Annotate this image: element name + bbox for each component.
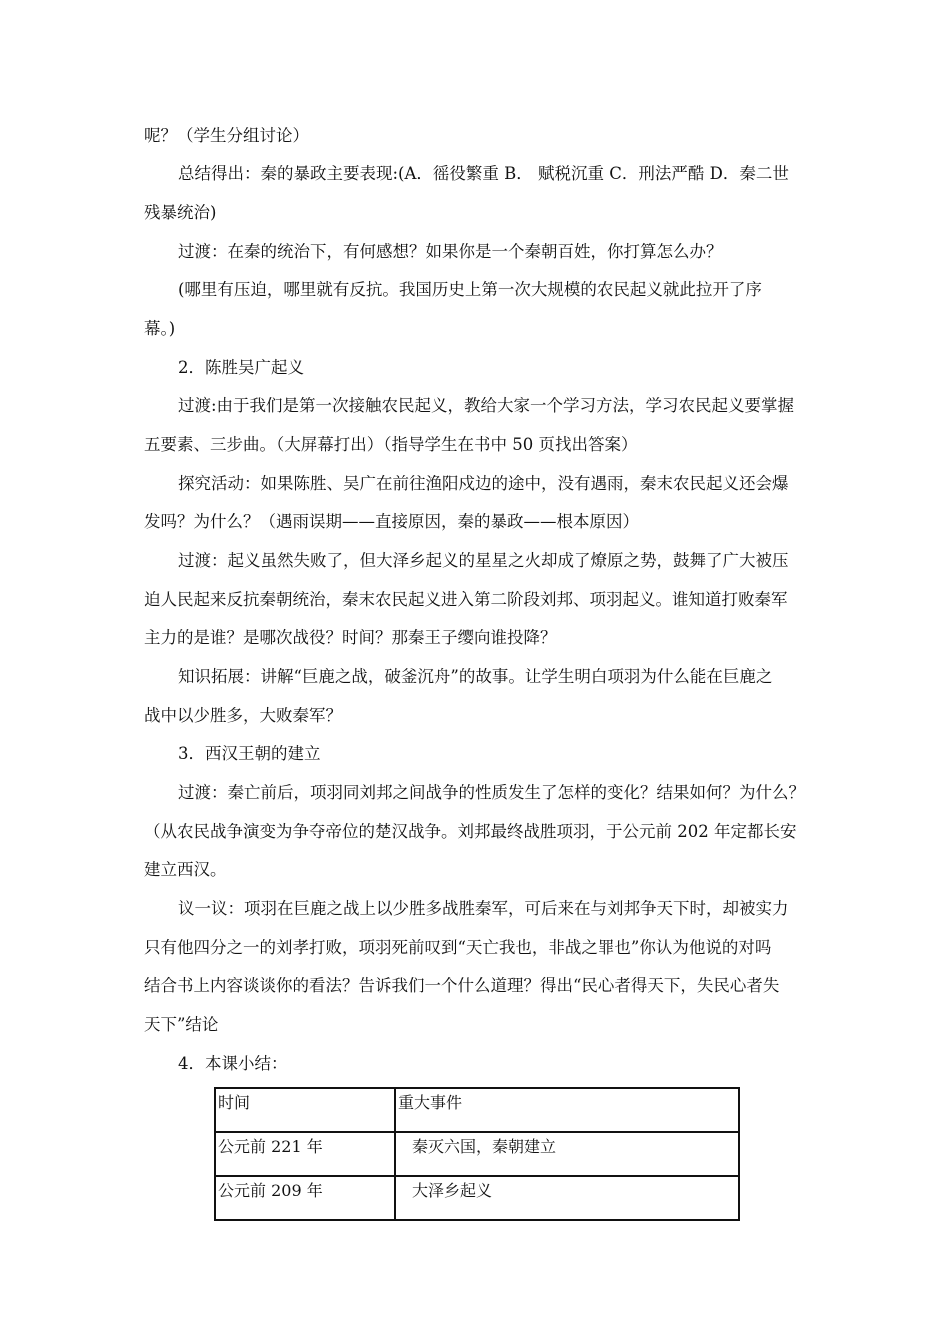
paragraph-line: 结合书上内容谈谈你的看法？告诉我们一个什么道理？得出“民心者得天下，失民心者失 (144, 976, 780, 995)
paragraph-line: 主力的是谁？是哪次战役？时间？那秦王子缨向谁投降？ (144, 628, 557, 647)
paragraph-line: 迫人民起来反抗秦朝统治，秦末农民起义进入第二阶段刘邦、项羽起义。谁知道打败秦军 (144, 590, 788, 609)
table-cell-event: 大泽乡起义 (395, 1176, 739, 1220)
paragraph-line: 呢？（学生分组讨论） (144, 126, 309, 145)
table-row (215, 1132, 739, 1176)
paragraph-line: 残暴统治) (144, 203, 217, 222)
section-heading: 4．本课小结： (178, 1054, 288, 1073)
table-row (215, 1176, 739, 1220)
table-header-cell: 重大事件 (395, 1088, 739, 1132)
paragraph-line: (哪里有压迫，哪里就有反抗。我国历史上第一次大规模的农民起义就此拉开了序 (178, 280, 762, 299)
section-heading: 3．西汉王朝的建立 (178, 744, 321, 763)
paragraph-line: 五要素、三步曲。（大屏幕打出）（指导学生在书中 50 页找出答案） (144, 435, 638, 454)
paragraph-line: 过渡：在秦的统治下，有何感想？如果你是一个秦朝百姓，你打算怎么办？ (178, 242, 723, 261)
paragraph-line: （从农民战争演变为争夺帝位的楚汉战争。刘邦最终战胜项羽，于公元前 202 年定都长安 (144, 822, 797, 841)
paragraph-line: 幕。) (144, 319, 176, 338)
paragraph-line: 总结得出：秦的暴政主要表现:(A．徭役繁重 B． 赋税沉重 C．刑法严酷 D．秦二世 (178, 164, 789, 183)
paragraph-line: 过渡：秦亡前后，项羽同刘邦之间战争的性质发生了怎样的变化？结果如何？为什么？ (178, 783, 805, 802)
table-cell-date: 公元前 221 年 (215, 1132, 395, 1176)
paragraph-line: 战中以少胜多，大败秦军？ (144, 706, 342, 725)
paragraph-line: 只有他四分之一的刘孝打败，项羽死前叹到“天亡我也，非战之罪也”你认为他说的对吗 (144, 938, 772, 957)
table-header-cell: 时间 (215, 1088, 395, 1132)
summary-table (214, 1087, 740, 1221)
paragraph-line: 建立西汉。 (144, 860, 227, 879)
paragraph-line: 知识拓展：讲解“巨鹿之战，破釜沉舟”的故事。让学生明白项羽为什么能在巨鹿之 (178, 667, 773, 686)
table-header-row (215, 1088, 739, 1132)
paragraph-line: 探究活动：如果陈胜、吴广在前往渔阳戍边的途中，没有遇雨，秦末农民起义还会爆 (178, 474, 789, 493)
section-heading: 2．陈胜吴广起义 (178, 358, 304, 377)
paragraph-line: 天下”结论 (144, 1015, 219, 1034)
paragraph-line: 议一议：项羽在巨鹿之战上以少胜多战胜秦军，可后来在与刘邦争天下时，却被实力 (178, 899, 789, 918)
paragraph-line: 过渡:由于我们是第一次接触农民起义，教给大家一个学习方法，学习农民起义要掌握 (178, 396, 795, 415)
table-cell-date: 公元前 209 年 (215, 1176, 395, 1220)
paragraph-line: 发吗？为什么？（遇雨误期——直接原因，秦的暴政——根本原因） (144, 512, 639, 531)
paragraph-line: 过渡：起义虽然失败了，但大泽乡起义的星星之火却成了燎原之势，鼓舞了广大被压 (178, 551, 789, 570)
table-cell-event: 秦灭六国，秦朝建立 (395, 1132, 739, 1176)
